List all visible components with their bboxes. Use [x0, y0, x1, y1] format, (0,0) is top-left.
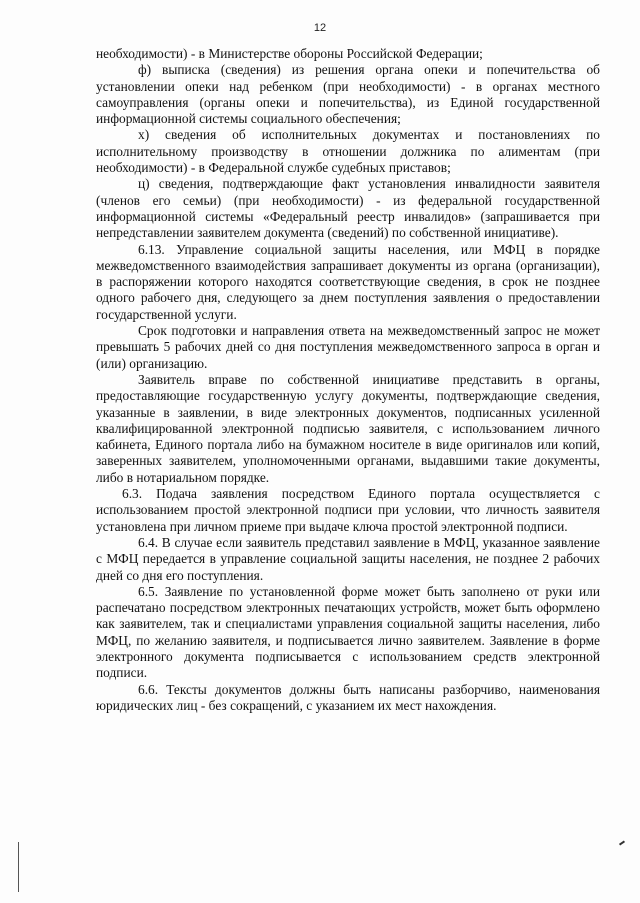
paragraph-response-deadline: Срок подготовки и направления ответа на межведомственный запрос не может превышать 5 рабочих дней со дня поступления межведомственного запроса в орган и (или) организацию. [96, 323, 600, 371]
paragraph-6-4: 6.4. В случае если заявитель представил заявление в МФЦ, указанное заявление с МФЦ передается в управление социальной защиты населения, не позднее 2 рабочих дней со дня его поступления. [96, 534, 600, 583]
scan-edge-line [18, 842, 19, 892]
paragraph-6-3: 6.3. Подача заявления посредством Единого портала осуществляется с использованием простой электронной подписи при условии, что личность заявителя установлена при личном приеме при выдаче ключа простой электронной подписи. [96, 486, 600, 534]
paragraph-6-13: 6.13. Управление социальной защиты населения, или МФЦ в порядке межведомственного взаимодействия запрашивает документы из органа (организации), в распоряжении которого находятся соответствующие сведения, в срок не позднее одного рабочего дня, следующего за днем поступления заявления о предоставлении государственной услуги. [96, 241, 600, 322]
paragraph-item-ts: ц) сведения, подтверждающие факт установления инвалидности заявителя (членов его семьи) (при необходимости) - из федеральной государственной информационной системы «Федеральный реестр инвалидов» (запрашивается при непредставлении заявителем документа (сведений) по собственной инициативе). [96, 176, 600, 241]
paragraph-item-kh: х) сведения об исполнительных документах и постановлениях по исполнительному производству в отношении должника по алиментам (при необходимости) - в Федеральной службе судебных приставов; [96, 127, 600, 176]
scan-mark [619, 840, 625, 845]
paragraph-6-5: 6.5. Заявление по установленной форме может быть заполнено от руки или распечатано посредством электронных печатающих устройств, может быть оформлено как заявителем, так и специалистами управления социальной защиты населения, либо МФЦ, по желанию заявителя, и подписывается лично заявителем. Заявление в форме электронного документа подписывается с использованием средств электронной подписи. [96, 583, 600, 681]
paragraph-item-f: ф) выписка (сведения) из решения органа опеки и попечительства об установлении опеки над ребенком (при необходимости) - в органах местного самоуправления (органы опеки и попечительства), из Единой государственной информационной системы социального обеспечения; [96, 62, 600, 127]
paragraph-6-6: 6.6. Тексты документов должны быть написаны разборчиво, наименования юридических лиц - без сокращений, с указанием их мест нахождения. [96, 681, 600, 713]
page-number: 12 [313, 22, 327, 34]
paragraph-continuation: необходимости) - в Министерстве обороны Российской Федерации; [96, 46, 483, 61]
document-text [96, 46, 600, 714]
paragraph-applicant-right: Заявитель вправе по собственной инициативе представить в органы, предоставляющие государственную услугу документы, подтверждающие сведения, указанные в заявлении, в виде электронных документов, подписанных усиленной квалифицированной электронной подписью заявителя, с использованием личного кабинета, Единого портала либо на бумажном носителе в виде оригиналов или копий, заверенных заявителем, уполномоченными органами, выдавшими такие документы, либо в нотариальном порядке. [96, 371, 600, 485]
